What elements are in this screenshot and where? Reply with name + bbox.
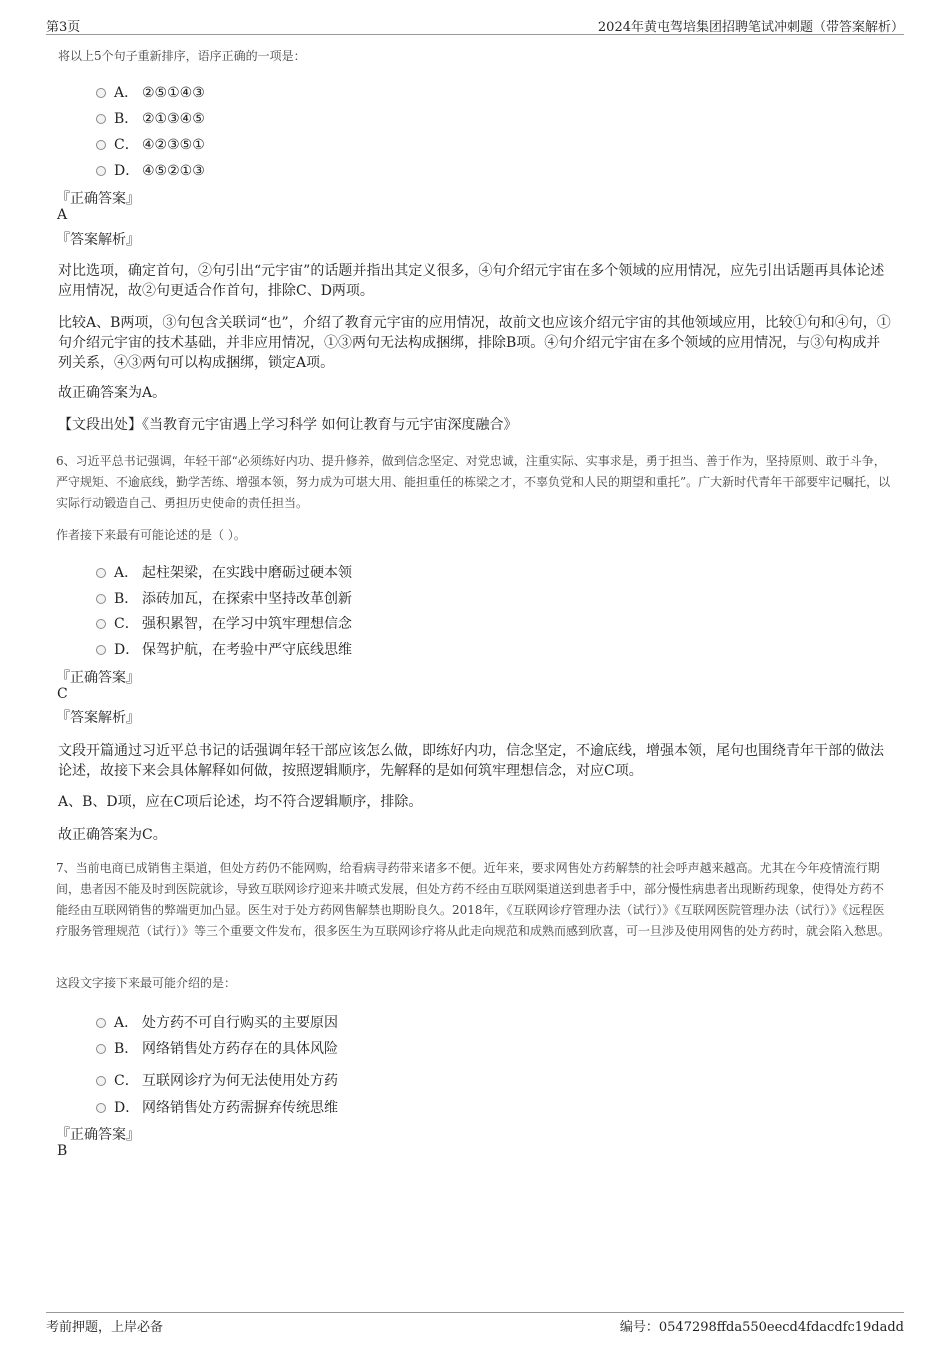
q5-answer: A xyxy=(57,207,68,223)
q6-stem: 6、习近平总书记强调，年轻干部“必须练好内功、提升修养，做到信念坚定、对党忠诚，注重实际、实事求是，勇于担当、善于作为，坚持原则、敢于斗争，严守规矩、不逾底线，勤学苦练、增强本领，努力成为可堪大用、能担重任的栋梁之才，不辜负党和人民的期望和重托”。广大新时代青年干部要牢记嘱托，以实际行动锻造自己、勇担历史使命的责任担当。 xyxy=(56,454,891,510)
radio-icon[interactable] xyxy=(96,645,106,655)
radio-icon[interactable] xyxy=(96,1018,106,1028)
q6-analysis-p3: 故正确答案为C。 xyxy=(58,827,167,843)
q7-option-d[interactable]: D． 网络销售处方药需摒弃传统思维 xyxy=(96,1097,338,1117)
radio-icon[interactable] xyxy=(96,1044,106,1054)
q5-analysis-p1: 对比选项，确定首句，②句引出“元宇宙”的话题并指出其定义很多，④句介绍元宇宙在多个领域的应用情况，应先引出话题再具体论述应用情况，故②句更适合作首句，排除C、D两项。 xyxy=(58,263,885,299)
document-title: 2024年黄屯驾培集团招聘笔试冲刺题（带答案解析） xyxy=(597,20,904,35)
document-id: 编号：0547298ffda550eecd4fdacdfc19dadd xyxy=(619,1320,904,1335)
radio-icon[interactable] xyxy=(96,114,106,124)
q7-option-b[interactable]: B． 网络销售处方药存在的具体风险 xyxy=(96,1038,338,1058)
q7-stem: 7、当前电商已成销售主渠道，但处方药仍不能网购，给看病寻药带来诸多不便。近年来，要求网售处方药解禁的社会呼声越来越高。尤其在今年疫情流行期间，患者因不能及时到医院就诊，导致互联网诊疗迎来井喷式发展，但处方药不经由互联网渠道送到患者手中，部分慢性病患者出现断药现象，使得处方药不能经由互联网销售的弊端更加凸显。医生对于处方药网售解禁也期盼良久。2018年，《互联网诊疗管理办法（试行）》《互联网医院管理办法（试行）》《远程医疗服务管理规范（试行）》等三个重要文件发布，很多医生为互联网诊疗将从此走向规范和成熟而感到欣喜，可一旦涉及使用网售的处方药时，就会陷入愁思。 xyxy=(56,861,891,938)
q5-option-d[interactable]: D． ④⑤②①③ xyxy=(96,160,205,180)
q6-analysis-p1: 文段开篇通过习近平总书记的话强调年轻干部应该怎么做，即练好内功，信念坚定，不逾底线，增强本领，尾句也围绕青年干部的做法论述，故接下来会具体解释如何做，按照逻辑顺序，先解释的是如何筑牢理想信念，对应C项。 xyxy=(58,743,884,779)
q7-option-a[interactable]: A． 处方药不可自行购买的主要原因 xyxy=(96,1012,338,1032)
page-header xyxy=(46,14,904,35)
q5-option-b[interactable]: B． ②①③④⑤ xyxy=(96,108,205,128)
q5-option-a[interactable]: A． ②⑤①④③ xyxy=(96,82,205,102)
q5-analysis-label: 『答案解析』 xyxy=(56,232,140,248)
q7-question: 这段文字接下来最可能介绍的是： xyxy=(56,976,237,990)
q6-answer: C xyxy=(57,686,68,702)
q5-answer-label: 『正确答案』 xyxy=(56,191,140,207)
radio-icon[interactable] xyxy=(96,140,106,150)
q5-source: 【文段出处】《当教育元宇宙遇上学习科学 如何让教育与元宇宙深度融合》 xyxy=(58,417,518,433)
q7-answer-label: 『正确答案』 xyxy=(56,1127,140,1143)
radio-icon[interactable] xyxy=(96,88,106,98)
radio-icon[interactable] xyxy=(96,568,106,578)
q7-option-c[interactable]: C． 互联网诊疗为何无法使用处方药 xyxy=(96,1070,338,1090)
q6-answer-label: 『正确答案』 xyxy=(56,670,140,686)
page-footer xyxy=(46,1312,904,1335)
q5-stem: 将以上5个句子重新排序，语序正确的一项是： xyxy=(58,49,306,63)
q6-analysis-label: 『答案解析』 xyxy=(56,710,140,726)
q7-answer: B xyxy=(57,1143,68,1159)
q5-option-c[interactable]: C． ④②③⑤① xyxy=(96,134,205,154)
page-number: 第3页 xyxy=(46,20,81,35)
q6-option-a[interactable]: A． 起柱架梁，在实践中磨砺过硬本领 xyxy=(96,562,352,582)
radio-icon[interactable] xyxy=(96,1076,106,1086)
q6-option-d[interactable]: D． 保驾护航，在考验中严守底线思维 xyxy=(96,639,352,659)
footer-slogan: 考前押题，上岸必备 xyxy=(46,1320,164,1335)
q6-analysis-p2: A、B、D项，应在C项后论述，均不符合逻辑顺序，排除。 xyxy=(58,794,423,810)
q5-analysis-p2: 比较A、B两项，③句包含关联词“也”，介绍了教育元宇宙的应用情况，故前文也应该介绍元宇宙的其他领域应用，比较①句和④句，①句介绍元宇宙的技术基础，并非应用情况，①③两句无法构成捆绑，排除B项。④句介绍元宇宙在多个领域的应用情况，与③句构成并列关系，④③两句可以构成捆绑，锁定A项。 xyxy=(58,315,891,371)
radio-icon[interactable] xyxy=(96,1103,106,1113)
radio-icon[interactable] xyxy=(96,619,106,629)
q5-analysis-p3: 故正确答案为A。 xyxy=(58,385,167,401)
radio-icon[interactable] xyxy=(96,594,106,604)
radio-icon[interactable] xyxy=(96,166,106,176)
q6-question: 作者接下来最有可能论述的是（ ）。 xyxy=(56,528,246,542)
q6-option-c[interactable]: C． 强积累智，在学习中筑牢理想信念 xyxy=(96,613,352,633)
q6-option-b[interactable]: B． 添砖加瓦，在探索中坚持改革创新 xyxy=(96,588,352,608)
